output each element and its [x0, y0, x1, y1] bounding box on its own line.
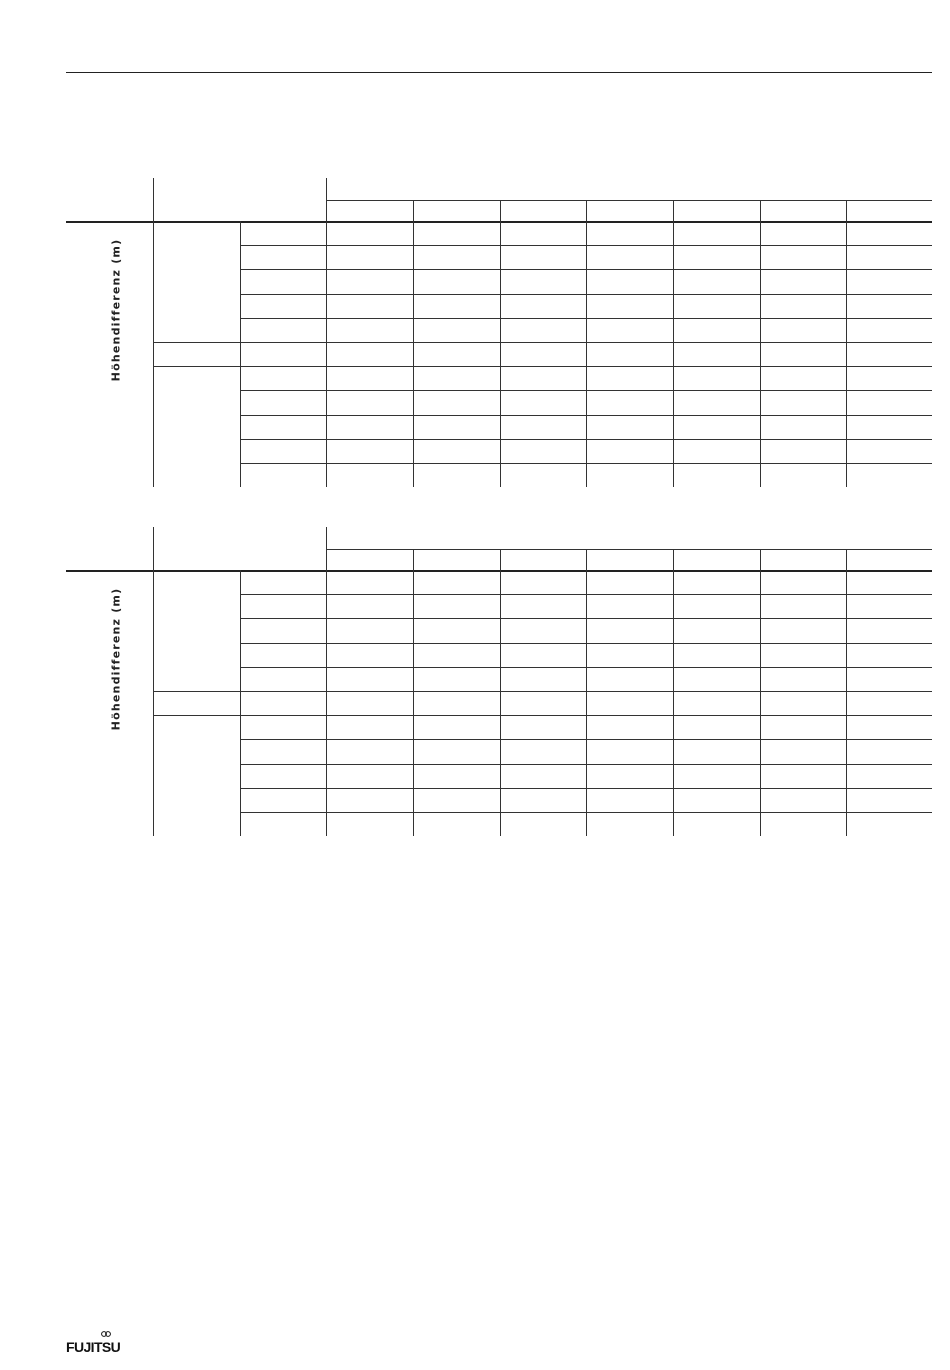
brand-wordmark: FUJITSU [66, 1339, 121, 1355]
column-rule [673, 200, 674, 487]
subgroup-divider [240, 570, 241, 836]
refrigerant-table-lower [66, 527, 932, 835]
refrigerant-table-upper [66, 178, 932, 486]
column-rule [846, 549, 847, 836]
column-rule [846, 200, 847, 487]
header-separator [66, 221, 932, 223]
column-rule [413, 549, 414, 836]
subgroup-divider [240, 221, 241, 487]
row-rule [153, 342, 932, 343]
column-rule [500, 200, 501, 487]
row-rule [153, 691, 932, 692]
header-rule [66, 72, 932, 73]
header-separator [66, 570, 932, 572]
row-rule [153, 366, 932, 367]
column-rule [673, 549, 674, 836]
group-divider [153, 178, 154, 487]
axis-label: Höhendifferenz (m) [109, 587, 123, 731]
column-rule [760, 200, 761, 487]
column-rule [500, 549, 501, 836]
data-divider [326, 178, 327, 487]
axis-label: Höhendifferenz (m) [109, 238, 123, 382]
data-divider [326, 527, 327, 836]
group-divider [153, 527, 154, 836]
header-subrule [326, 549, 932, 550]
column-rule [586, 549, 587, 836]
fujitsu-logo [66, 1330, 128, 1354]
column-rule [586, 200, 587, 487]
column-rule [760, 549, 761, 836]
row-rule [153, 715, 932, 716]
column-rule [413, 200, 414, 487]
header-subrule [326, 200, 932, 201]
